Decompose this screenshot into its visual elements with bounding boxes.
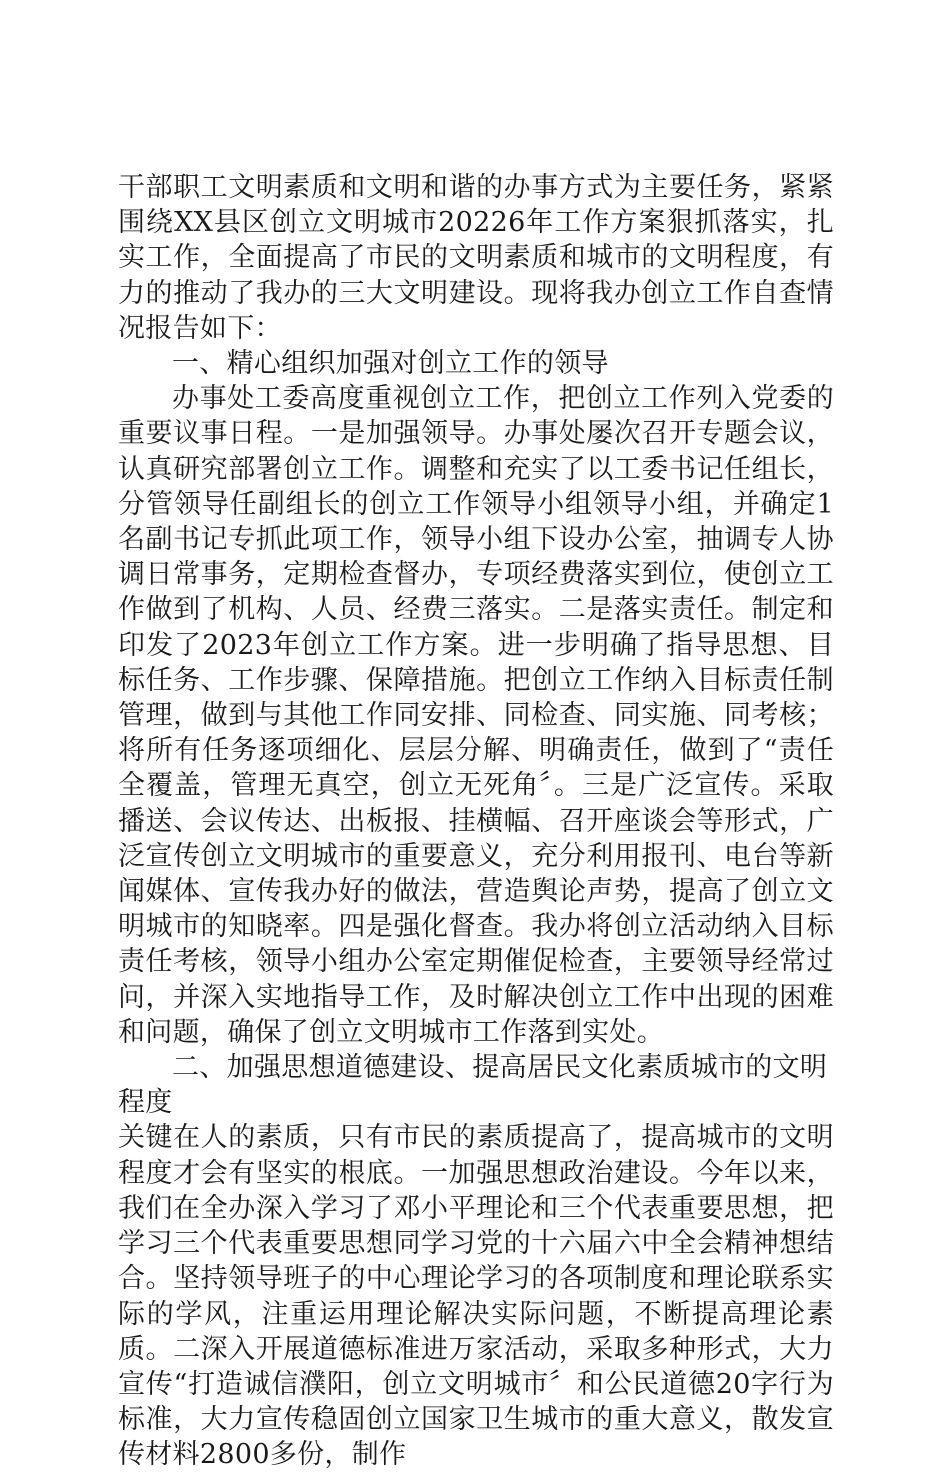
- document-body: [118, 170, 834, 1473]
- paragraph-moral-construction: 关键在人的素质，只有市民的素质提高了，提高城市的文明程度才会有坚实的根底。一加强思想政治建设。今年以来，我们在全办深入学习了邓小平理论和三个代表重要思想，把学习三个代表重要思想同学习党的十六届六中全会精神想结合。坚持领导班子的中心理论学习的各项制度和理论联系实际的学风，注重运用理论解决实际问题，不断提高理论素质。二深入开展道德标准进万家活动，采取多种形式，大力宣传“打造诚信濮阳，创立文明城市〞和公民道德20字行为标准，大力宣传稳固创立国家卫生城市的重大意义，散发宣传材料2800多份，制作: [118, 1122, 834, 1471]
- section-heading-1: 一、精心组织加强对创立工作的领导: [172, 348, 609, 380]
- section-heading-2: 二、加强思想道德建设、提高居民文化素质城市的文明程度: [118, 1052, 828, 1119]
- paragraph-intro: 干部职工文明素质和文明和谐的办事方式为主要任务，紧紧围绕XX县区创立文明城市20226年工作方案狠抓落实，扎实工作，全面提高了市民的文明素质和城市的文明程度，有力的推动了我办的三大文明建设。现将我办创立工作自查情况报告如下：: [118, 172, 834, 344]
- paragraph-leadership: 办事处工委高度重视创立工作，把创立工作列入党委的重要议事日程。一是加强领导。办事处屡次召开专题会议，认真研究部署创立工作。调整和充实了以工委书记任组长，分管领导任副组长的创立工作领导小组领导小组，并确定1名副书记专抓此项工作，领导小组下设办公室，抽调专人协调日常事务，定期检查督办，专项经费落实到位，使创立工作做到了机构、人员、经费三落实。二是落实责任。制定和印发了2023年创立工作方案。进一步明确了指导思想、目标任务、工作步骤、保障措施。把创立工作纳入目标责任制管理，做到与其他工作同安排、同检查、同实施、同考核；将所有任务逐项细化、层层分解、明确责任，做到了“责任全覆盖，管理无真空，创立无死角〞。三是广泛宣传。采取播送、会议传达、出板报、挂横幅、召开座谈会等形式，广泛宣传创立文明城市的重要意义，充分利用报刊、电台等新闻媒体、宣传我办好的做法，营造舆论声势，提高了创立文明城市的知晓率。四是强化督查。我办将创立活动纳入目标责任考核，领导小组办公室定期催促检查，主要领导经常过问，并深入实地指导工作，及时解决创立工作中出现的困难和问题，确保了创立文明城市工作落到实处。: [118, 383, 834, 1048]
